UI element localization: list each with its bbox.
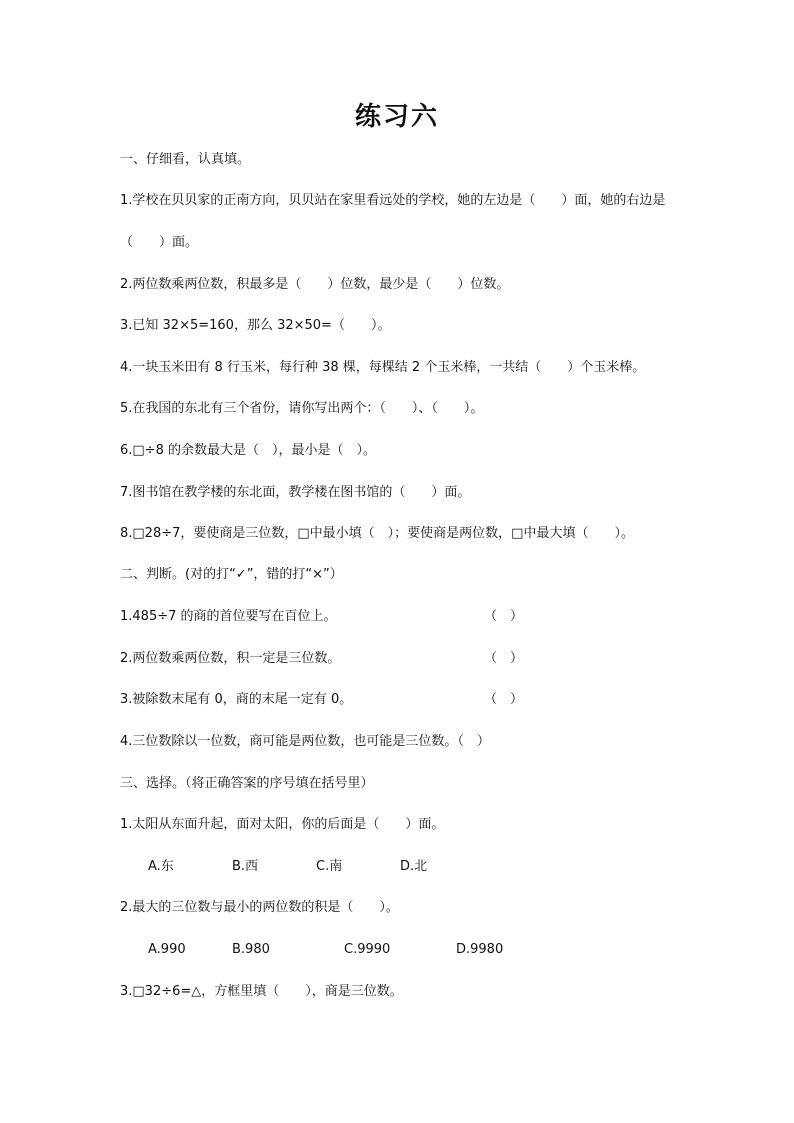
section-3-heading: 三、选择。（将正确答案的序号填在括号里） <box>120 776 374 791</box>
question-1-8: 8.□28÷7，要使商是三位数，□中最小填（ ）；要使商是两位数，□中最大填（ ）。 <box>120 526 634 541</box>
question-3-1: 1.太阳从东面升起，面对太阳，你的后面是（ ）面。 <box>120 817 445 832</box>
question-2-4: 4.三位数除以一位数，商可能是两位数，也可能是三位数。（ ） <box>120 734 490 749</box>
judgment-blank-1: （ ） <box>484 609 524 624</box>
question-3-1-option-b: B.西 <box>232 859 259 874</box>
question-1-6: 6.□÷8 的余数最大是（ ），最小是（ ）。 <box>120 443 376 458</box>
judgment-blank-2: （ ） <box>484 651 524 666</box>
question-3-2-option-a: A.990 <box>148 942 186 957</box>
question-3-2-option-b: B.980 <box>232 942 270 957</box>
page-title: 练习六 <box>354 102 439 132</box>
question-3-2: 2.最大的三位数与最小的两位数的积是（ ）。 <box>120 900 399 915</box>
question-3-3: 3.□32÷6=△，方框里填（ ），商是三位数。 <box>120 984 403 999</box>
question-3-2-option-d: D.9980 <box>456 942 504 957</box>
section-2-heading: 二、判断。(对的打“✓”，错的打“×”） <box>120 567 343 582</box>
question-3-2-option-c: C.9990 <box>344 942 391 957</box>
judgment-blank-3: （ ） <box>484 692 524 707</box>
question-1-1-line-1: 1.学校在贝贝家的正南方向，贝贝站在家里看远处的学校，她的左边是（ ）面，她的右边是 <box>120 193 666 208</box>
question-1-4: 4.一块玉米田有 8 行玉米，每行种 38 棵，每棵结 2 个玉米棒，一共结（ ）个玉米棒。 <box>120 360 646 375</box>
question-1-3: 3.已知 32×5=160，那么 32×50=（ ）。 <box>120 318 391 333</box>
question-1-2: 2.两位数乘两位数，积最多是（ ）位数，最少是（ ）位数。 <box>120 277 510 292</box>
question-1-5: 5.在我国的东北有三个省份，请你写出两个：（ ）、（ ）。 <box>120 401 484 416</box>
question-3-1-option-a: A.东 <box>148 859 174 874</box>
question-1-7: 7.图书馆在教学楼的东北面，教学楼在图书馆的（ ）面。 <box>120 485 471 500</box>
question-2-1: 1.485÷7 的商的首位要写在百位上。 <box>120 609 337 624</box>
section-1-heading: 一、仔细看，认真填。 <box>120 152 251 167</box>
question-3-1-option-c: C.南 <box>316 859 343 874</box>
question-2-3: 3.被除数末尾有 0，商的末尾一定有 0。 <box>120 692 353 707</box>
question-3-1-option-d: D.北 <box>400 859 428 874</box>
question-1-1-line-2: （ ）面。 <box>120 235 199 250</box>
question-2-2: 2.两位数乘两位数，积一定是三位数。 <box>120 651 341 666</box>
